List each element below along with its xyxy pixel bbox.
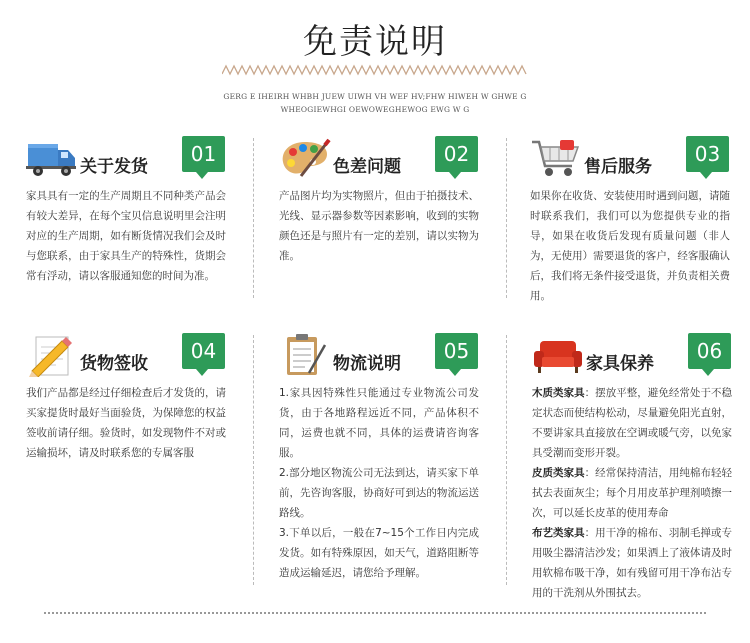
card-heading: 物流说明 [333, 354, 401, 374]
maintenance-text: ：经常保持清洁，用纯棉布轻轻拭去表面灰尘；每个月用皮革护理剂喷擦一次，可以延长皮革的使用寿命 [532, 467, 733, 519]
clipboard-icon [279, 333, 331, 377]
logistics-paragraph-3: 3.下单以后，一般在7~15个工作日内完成发货。如有特殊原因，如天气，道路阻断等造成运输延迟，请您给予理解。 [279, 527, 479, 579]
card-number-badge: 01 [182, 136, 225, 172]
card-body: 如果你在收货、安装使用时遇到问题，请随时联系我们，我们可以为您提供专业的指导，如果在收货后发现有质量问题（非人为，无使用）需要退货的客户，经客服确认后，我们将无条件接受退货，并负责相关费用。 [530, 190, 730, 302]
subtitle-line-1: GERG E IHEIRH WHBH JUEW UIWH VH WEF HV;FHW HIWEH W GHWE G [223, 92, 527, 101]
maintenance-text: ：用干净的棉布、羽制毛掸或专用吸尘器清洁沙发；如果洒上了液体请及时用软棉布吸干净，如有残留可用干净布沾专用的干洗剂从外围拭去。 [532, 527, 733, 599]
card-number-badge: 05 [435, 333, 478, 369]
card-number-badge: 03 [686, 136, 729, 172]
card-number-badge: 04 [182, 333, 225, 369]
logistics-paragraph-2: 2.部分地区物流公司无法到达，请买家下单前，先咨询客服，协商好可到达的物流运送路线。 [279, 467, 479, 519]
logistics-paragraph-1: 1.家具因特殊性只能通过专业物流公司发货，由于各地路程远近不同，产品体积不同，运费也就不同，具体的运费请咨询客服。 [279, 387, 479, 459]
maintenance-label: 木质类家具 [532, 387, 585, 399]
sofa-icon [532, 333, 584, 377]
card-heading: 货物签收 [80, 354, 148, 374]
maintenance-label: 布艺类家具 [532, 527, 585, 539]
page-title: 免责说明 [303, 22, 447, 62]
card-body [279, 383, 479, 583]
maintenance-wood [532, 383, 732, 463]
truck-icon [26, 136, 78, 180]
card-heading: 售后服务 [584, 157, 652, 177]
card-number-badge: 06 [688, 333, 731, 369]
column-divider [253, 138, 254, 298]
column-divider [506, 138, 507, 298]
card-heading: 色差问题 [333, 157, 401, 177]
maintenance-fabric [532, 523, 732, 603]
column-divider [506, 335, 507, 585]
shopping-cart-icon [530, 136, 582, 180]
maintenance-leather [532, 463, 732, 523]
card-body: 产品图片均为实物照片，但由于拍摄技术、光线、显示器参数等因素影响，收到的实物颜色还是与照片有一定的差别，请以实物为准。 [279, 190, 479, 262]
zigzag-divider [222, 64, 528, 76]
card-heading: 家具保养 [586, 354, 654, 374]
card-body: 我们产品都是经过仔细检查后才发货的，请买家提货时最好当面验货，为保障您的权益签收前请仔细。验货时，如发现物件不对或运输损坏，请及时联系您的专属客服 [26, 387, 226, 459]
pencil-paper-icon [26, 333, 78, 377]
card-number-badge: 02 [435, 136, 478, 172]
bottom-divider [44, 612, 706, 614]
subtitle-line-2: WHEOGIEWHGI OEWOWEGHEWOG EWG W G [280, 105, 470, 114]
column-divider [253, 335, 254, 585]
card-heading: 关于发货 [80, 157, 148, 177]
palette-icon [279, 136, 331, 180]
maintenance-text: ：摆放平整，避免经常处于不稳定状态而使结构松动，尽量避免阳光直射，不要讲家具直接放在空调或暖气旁，以免家具受潮而变形开裂。 [532, 387, 733, 459]
subtitle [210, 90, 540, 116]
maintenance-label: 皮质类家具 [532, 467, 585, 479]
card-body [532, 383, 732, 603]
card-body: 家具具有一定的生产周期且不同种类产品会有较大差异，在每个宝贝信息说明里会注明对应的生产周期，如有断货情况我们会及时与您联系，由于家具生产的特殊性，货期会常有浮动，请以客服通知您的时间为准。 [26, 190, 226, 282]
